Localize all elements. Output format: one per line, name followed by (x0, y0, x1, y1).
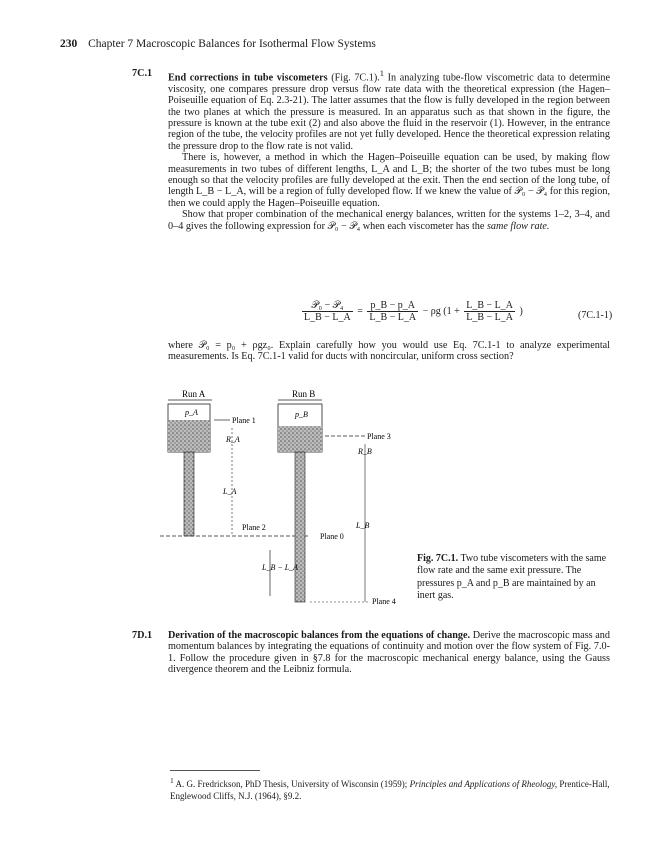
equation-7c1-1: $\frac{\text{𝒫₀ − 𝒫₄}}{L\_B - L\_A}$ = $\frac{p\_B - p\_A}{L\_B - L\_A}$ − ρg (1 + $\frac{L\_B - L\_A}{L\_B - L\_A}$ ) (304, 300, 523, 323)
viscometer-diagram (160, 384, 420, 616)
page-number: 230 (60, 38, 78, 50)
problem-title: End corrections in tube viscometers (168, 72, 328, 84)
plane4-label: Plane 4 (372, 597, 396, 606)
problem-number-7d1: 7D.1 (132, 630, 153, 641)
footnote-mark: 1 (170, 776, 174, 785)
problem-intro (134, 68, 610, 152)
plane2-label: Plane 2 (242, 523, 266, 532)
problem-number: 7C.1 (132, 68, 153, 79)
paragraph-2: There is, however, a method in which the Hagen–Poiseuille equation can be used, by making flow measurements in two tubes of different lengths, L_A and L_B; the shorter of the two tubes must be long enough so that the velocity profiles are fully developed at the exit. Then the end section of the long tube, of length L_B − L_A, will be a region of fully developed flow. If we knew the value of 𝒫₀ − 𝒫₄ for this region, then we could apply the Hagen–Poiseuille equation. (168, 152, 610, 209)
problem-title-tail: (Fig. 7C.1). (331, 72, 380, 84)
problem-7d1-text (134, 630, 610, 676)
run-b-label: Run B (292, 389, 316, 399)
problem-7d1-body: Derive the macroscopic mass and momentum balances by integrating the equations of continuity and motion over the flow system of Fig. 7.0-1. Follow the procedure given in §7.8 for the macroscopic mechanical energy balance, using the Gauss divergence theorem and the Leibniz formula. (168, 630, 610, 676)
paragraph-3 (134, 209, 610, 232)
ra-label: R_A (226, 435, 240, 444)
rb-label: R_B (358, 447, 372, 456)
eq-right (464, 300, 515, 323)
problem-7d1 (134, 630, 610, 676)
problem-7c1-end (134, 340, 610, 363)
eq-mid (367, 300, 418, 323)
eq-lhs-den: L_B − L_A (304, 312, 351, 323)
figure-caption (417, 553, 612, 603)
footnote-text: A. G. Fredrickson, PhD Thesis, University of Wisconsin (1959); (175, 779, 408, 789)
pa-label: p_A (185, 408, 198, 417)
eq-minus: − ρg (422, 305, 441, 317)
problem-7d1-title: Derivation of the macroscopic balances from the equations of change. (168, 630, 471, 641)
problem-7c1 (134, 68, 610, 232)
diff-label: L_B − L_A (262, 563, 299, 572)
chapter-title: Chapter 7 Macroscopic Balances for Isothermal Flow Systems (88, 38, 376, 50)
lb-label: L_B (356, 521, 370, 530)
reservoir-a-fluid (168, 420, 210, 452)
plane1-label: Plane 1 (232, 416, 256, 425)
plane3-label: Plane 3 (367, 432, 391, 441)
pb-label: p_B (295, 410, 308, 419)
eq-right-num: L_B − L_A (466, 300, 514, 311)
tube-b (295, 452, 305, 602)
footnote-book: Principles and Applications of Rheology, (409, 779, 558, 789)
eq-paren-open: (1 + (443, 305, 460, 317)
tube-a (184, 452, 194, 536)
run-a-label: Run A (182, 389, 206, 399)
caption-text: Two tube viscometers with the same flow rate and the same exit pressure. The pressures p_A and p_B are maintained by an inert gas. (417, 553, 607, 602)
la-label: L_A (223, 487, 237, 496)
plane0-label: Plane 0 (320, 532, 344, 541)
eq-paren-close: ) (519, 305, 523, 317)
intro-text: In analyzing tube-flow viscometric data to determine viscosity, one compares pressure drop versus flow rate data with the theoretical expression (the Hagen–Poiseuille equation of Eq. 2.3-21). The latter assumes that the flow is fully developed in the region between the two planes at which the pressure is measured. In an apparatus such as that shown in the figure, the pressure is known at the tube exit (2) and also above the fluid in the reservoir (1). However, in the entrance region of the tube, the velocity profiles are not yet fully developed. Hence the theoretical expression relating the pressure drop to the flow rate is not valid. (168, 72, 611, 152)
equation-label: (7C.1-1) (578, 310, 613, 321)
paragraph-3-italic: same flow rate. (486, 220, 550, 232)
reservoir-b-fluid (278, 426, 322, 452)
eq-mid-den: L_B − L_A (369, 312, 417, 323)
paragraph-3-text: Show that proper combination of the mechanical energy balances, written for the systems 1–2, 3–4, and 0–4 gives the following expression for 𝒫₀ − 𝒫₄ when each viscometer has the (168, 209, 610, 232)
eq-mid-num: p_B − p_A (367, 300, 418, 312)
eq-right-den: L_B − L_A (466, 312, 514, 323)
caption-label: Fig. 7C.1. (417, 553, 459, 564)
running-header (60, 38, 376, 50)
figure-7c1 (160, 384, 420, 616)
footnote-tail: Prentice-Hall, Englewood Cliffs, N.J. (1964), §9.2. (170, 779, 610, 801)
footnote (170, 775, 610, 802)
eq-lhs (302, 300, 353, 323)
footnote-rule (170, 770, 260, 771)
paragraph-4: where 𝒫₀ = p₀ + ρgz₀. Explain carefully how you would use Eq. 7C.1-1 to analyze experimental measurements. Is Eq. 7C.1-1 valid for ducts with noncircular, uniform cross section? (168, 340, 610, 363)
footnote-ref: 1 (379, 68, 385, 78)
eq-lhs-num: 𝒫₀ − 𝒫₄ (302, 300, 353, 312)
